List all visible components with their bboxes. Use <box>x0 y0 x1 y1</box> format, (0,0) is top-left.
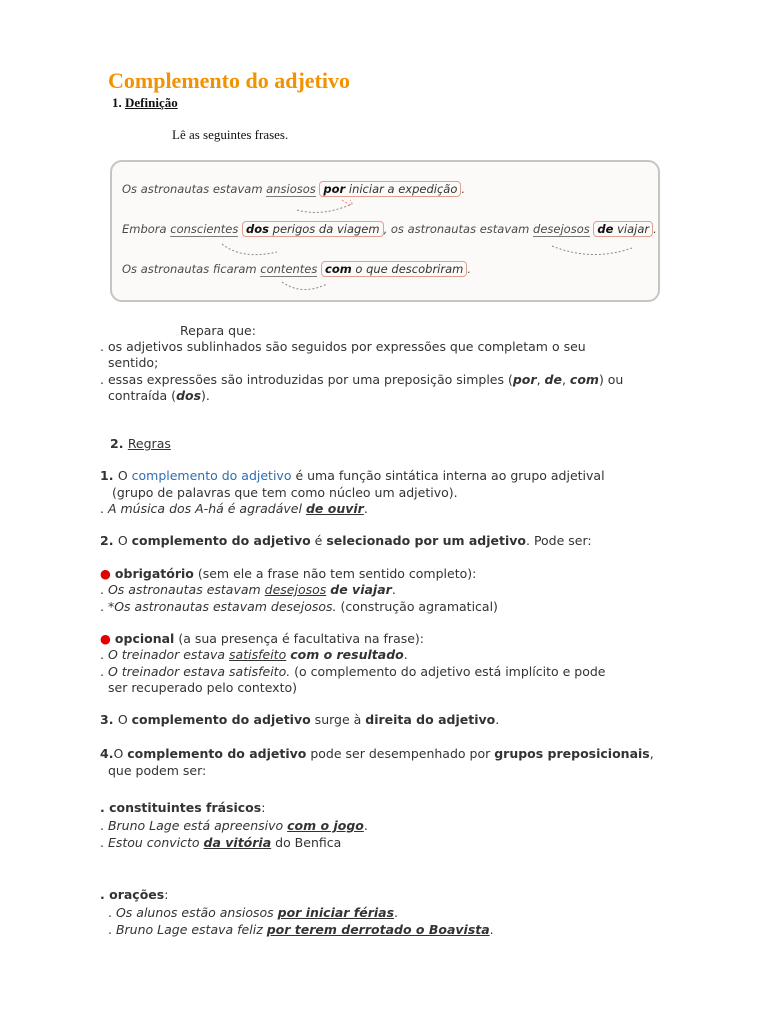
repara-bullet-2: . essas expressões são introduzidas por uma preposição simples (por, de, com) ou <box>100 372 624 387</box>
rule-4-cont: que podem ser: <box>108 763 207 778</box>
constituintes-heading: . constituintes frásicos: <box>100 800 266 815</box>
adjective: contentes <box>260 262 318 276</box>
page-title: Complemento do adjetivo <box>108 68 350 93</box>
repara-bullet-2-cont: contraída (dos). <box>108 388 210 403</box>
complement-tag: dos perigos da viagem <box>242 221 384 237</box>
oracoes-example-2: . Bruno Lage estava feliz por terem derrotado o Boavista. <box>108 922 494 937</box>
constituintes-example-2: . Estou convicto da vitória do Benfica <box>100 835 342 850</box>
opcional-heading: ● opcional (a sua presença é facultativa na frase): <box>100 631 425 646</box>
complement-tag: por iniciar a expedição <box>319 181 461 197</box>
example-line-2: Embora conscientes dos perigos da viagem , os astronautas estavam desejosos de viajar . <box>122 222 657 236</box>
rule-1-example: . A música dos A-há é agradável de ouvir. <box>100 501 368 516</box>
adjective: desejosos <box>533 222 590 236</box>
opcional-example-1: . O treinador estava satisfeito com o resultado. <box>100 647 408 662</box>
example-line-1: Os astronautas estavam ansiosos por iniciar a expedição . <box>122 182 466 196</box>
arrow-icon <box>297 204 352 212</box>
section-heading-definicao <box>112 95 178 111</box>
obrigatorio-heading: ● obrigatório (sem ele a frase não tem sentido completo): <box>100 566 477 581</box>
obrigatorio-example-1: . Os astronautas estavam desejosos de viajar. <box>100 582 396 597</box>
bullet-icon: ● <box>100 566 111 581</box>
repara-bullet-1-cont: sentido; <box>108 355 159 370</box>
obrigatorio-example-2: . *Os astronautas estavam desejosos. (construção agramatical) <box>100 599 498 614</box>
examples-box <box>110 160 660 302</box>
complement-tag: de viajar <box>593 221 653 237</box>
arrow-icon <box>222 244 277 255</box>
oracoes-heading: . orações: <box>100 887 169 902</box>
rule-1-cont: (grupo de palavras que tem como núcleo um adjetivo). <box>112 485 458 500</box>
repara-title: Repara que: <box>180 323 256 338</box>
section-number: 1. <box>112 95 125 110</box>
adjective: ansiosos <box>266 182 316 196</box>
opcional-example-2-cont: ser recuperado pelo contexto) <box>108 680 298 695</box>
oracoes-example-1: . Os alunos estão ansiosos por iniciar férias. <box>108 905 399 920</box>
rule-2: 2. O complemento do adjetivo é selecionado por um adjetivo. Pode ser: <box>100 533 592 548</box>
rule-1: 1. O complemento do adjetivo é uma função sintática interna ao grupo adjetival <box>100 468 605 483</box>
arrow-icon <box>282 282 327 290</box>
adjective: conscientes <box>170 222 239 236</box>
rule-4: 4.O complemento do adjetivo pode ser desempenhado por grupos preposicionais, <box>100 746 654 761</box>
intro-text: Lê as seguintes frases. <box>172 127 289 142</box>
rule-3: 3. O complemento do adjetivo surge à direita do adjetivo. <box>100 712 500 727</box>
bullet-icon: ● <box>100 631 111 646</box>
example-line-3: Os astronautas ficaram contentes com o que descobriram . <box>122 262 471 276</box>
constituintes-example-1: . Bruno Lage está apreensivo com o jogo. <box>100 818 368 833</box>
opcional-example-2: . O treinador estava satisfeito. (o complemento do adjetivo está implícito e pode <box>100 664 606 679</box>
section-heading-regras: 2. Regras <box>110 436 171 451</box>
arrow-icon <box>552 246 632 255</box>
complement-tag: com o que descobriram <box>321 261 467 277</box>
section-label: Definição <box>125 95 178 110</box>
repara-bullet-1: . os adjetivos sublinhados são seguidos por expressões que completam o seu <box>100 339 586 354</box>
